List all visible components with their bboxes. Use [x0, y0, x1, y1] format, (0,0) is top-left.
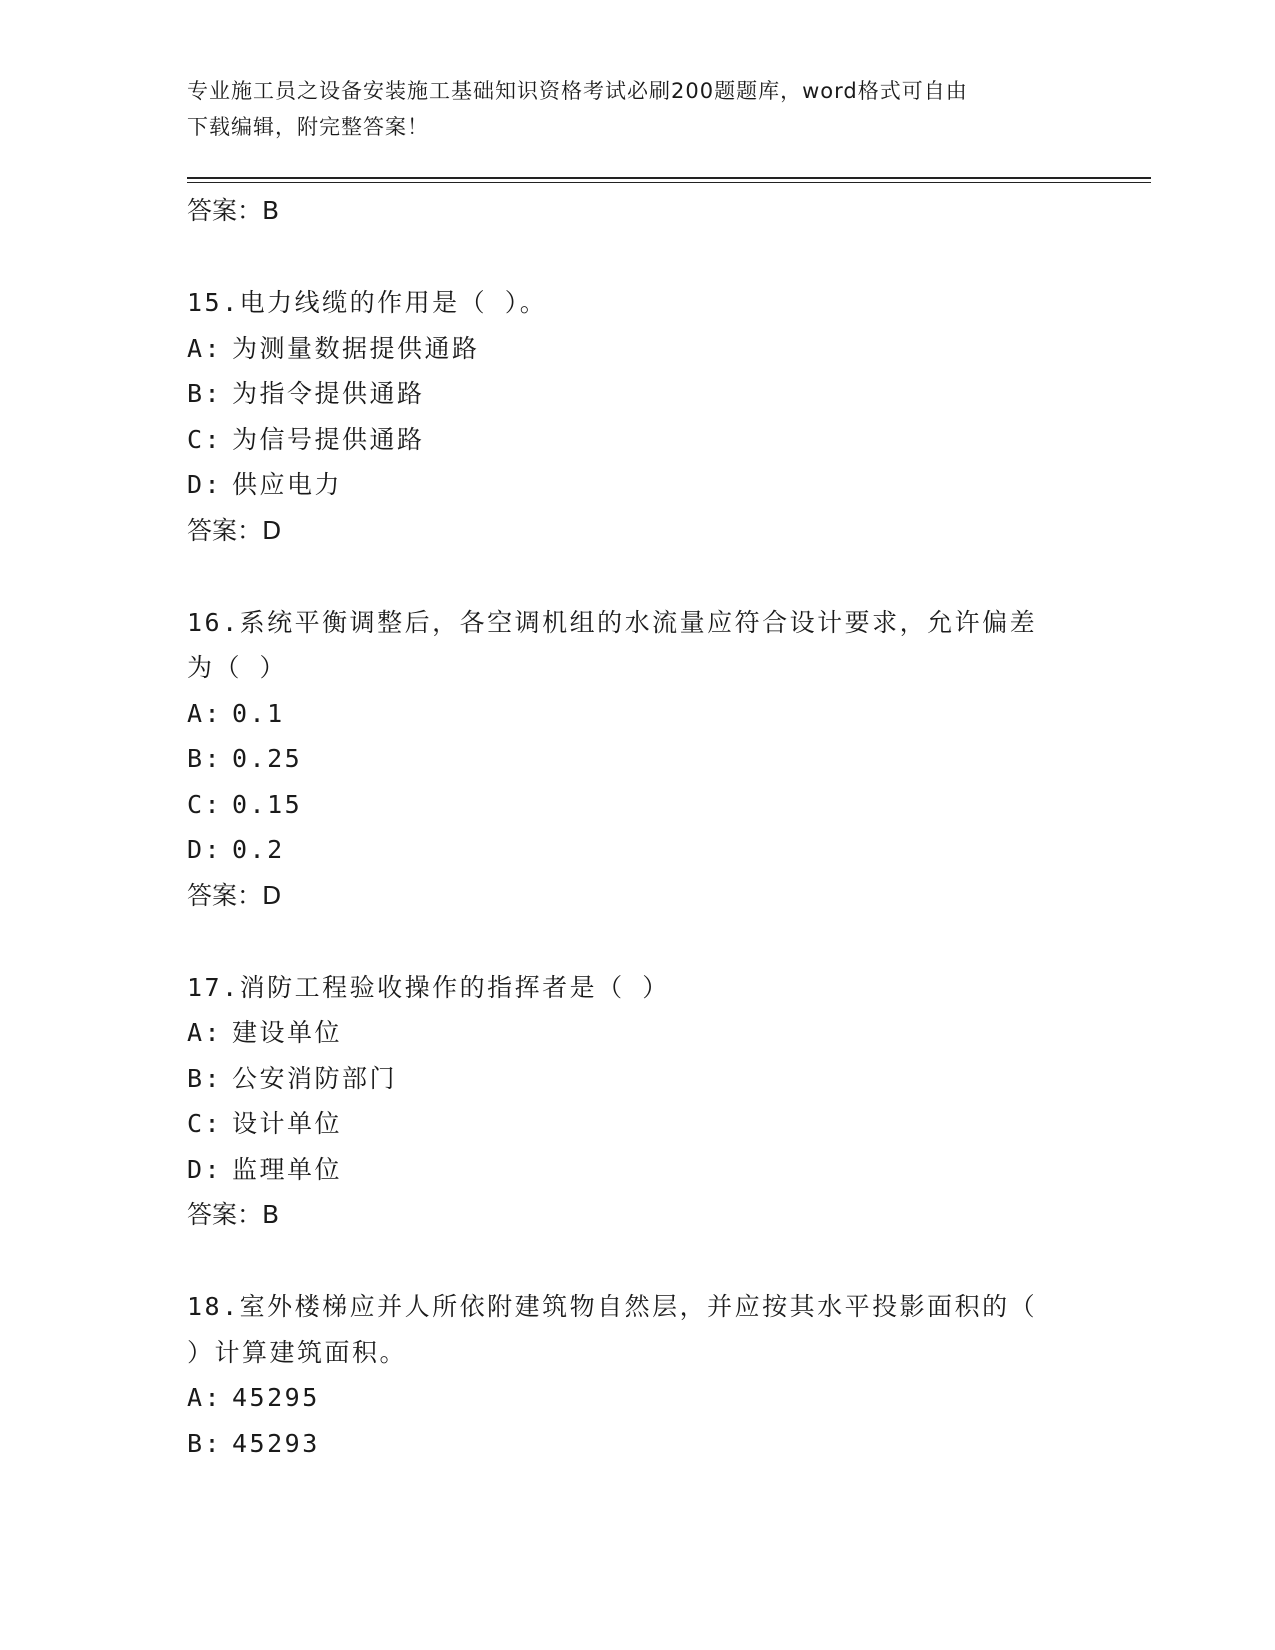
option-text: 监理单位	[232, 1154, 343, 1184]
option-text: 公安消防部门	[232, 1063, 398, 1093]
option-a	[187, 1375, 1087, 1421]
option-b	[187, 736, 1087, 782]
option-d	[187, 1147, 1087, 1193]
answer-line: 答案：B	[187, 196, 280, 225]
header-line-2: 下载编辑，附完整答案！	[187, 115, 429, 139]
option-key: D:	[187, 1154, 223, 1184]
option-text: 为测量数据提供通路	[232, 333, 480, 363]
option-key: D:	[187, 470, 223, 499]
answer-line: 答案：D	[187, 515, 282, 545]
question-15	[187, 280, 1087, 554]
option-a	[187, 691, 1087, 737]
question-16	[187, 600, 1087, 919]
option-key: B:	[187, 1063, 223, 1093]
option-text: 45293	[232, 1428, 320, 1458]
option-key: A:	[187, 1383, 223, 1412]
header-divider-thick	[187, 177, 1151, 179]
answer-line: 答案：D	[187, 880, 282, 910]
question-stem: 16.系统平衡调整后，各空调机组的水流量应符合设计要求，允许偏差	[187, 607, 1038, 637]
option-text: 设计单位	[232, 1109, 343, 1138]
option-key: C:	[187, 424, 223, 454]
option-text: 0.25	[232, 744, 303, 773]
option-d	[187, 827, 1087, 873]
question-stem: 18.室外楼梯应并人所依附建筑物自然层，并应按其水平投影面积的（	[187, 1292, 1038, 1321]
spacer	[187, 919, 1087, 965]
option-b	[187, 371, 1087, 417]
question-stem: 17.消防工程验收操作的指挥者是（ ）	[187, 972, 670, 1002]
spacer	[187, 554, 1087, 600]
header-line-1: 专业施工员之设备安装施工基础知识资格考试必刷200题题库，word格式可自由	[187, 79, 968, 103]
question-18	[187, 1284, 1087, 1466]
option-c	[187, 417, 1087, 463]
option-b	[187, 1421, 1087, 1467]
spacer	[187, 1238, 1087, 1284]
option-text: 45295	[232, 1383, 320, 1412]
spacer	[187, 234, 1087, 280]
option-text: 为指令提供通路	[232, 379, 425, 408]
option-a	[187, 1010, 1087, 1056]
option-text: 为信号提供通路	[232, 424, 425, 454]
option-d	[187, 462, 1087, 508]
answer-line: 答案：B	[187, 1200, 280, 1229]
option-c	[187, 782, 1087, 828]
header-divider-thin	[187, 182, 1151, 183]
option-text: 0.2	[232, 835, 285, 864]
question-stem: 15.电力线缆的作用是（ ）。	[187, 288, 548, 317]
option-text: 供应电力	[232, 470, 343, 499]
document-header	[187, 73, 1087, 145]
question-stem-continued: 为（ ）	[187, 653, 288, 682]
question-17	[187, 965, 1087, 1239]
question-stem-continued: ）计算建筑面积。	[187, 1337, 408, 1367]
option-c	[187, 1101, 1087, 1147]
option-key: B:	[187, 1428, 223, 1458]
option-text: 0.15	[232, 789, 303, 819]
question-content	[187, 188, 1087, 1466]
option-key: B:	[187, 379, 223, 408]
option-b	[187, 1056, 1087, 1102]
option-a	[187, 326, 1087, 372]
option-key: A:	[187, 1018, 223, 1047]
option-key: D:	[187, 835, 223, 864]
option-key: A:	[187, 698, 223, 728]
option-key: B:	[187, 744, 223, 773]
option-key: C:	[187, 1109, 223, 1138]
option-key: C:	[187, 789, 223, 819]
option-text: 0.1	[232, 698, 285, 728]
option-key: A:	[187, 333, 223, 363]
option-text: 建设单位	[232, 1018, 343, 1047]
